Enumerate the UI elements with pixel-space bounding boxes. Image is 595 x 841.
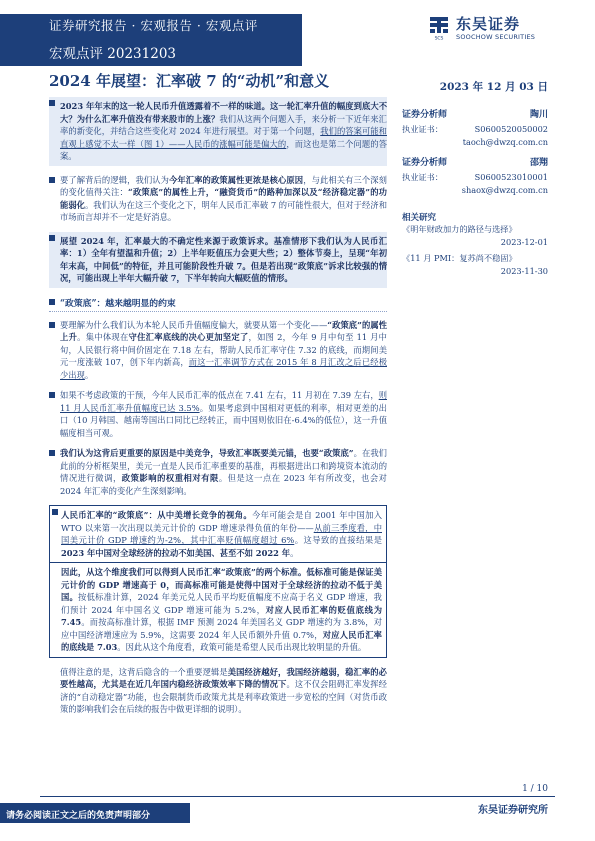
section-heading-text: “政策底”：越来越明显的约束 [60, 298, 176, 309]
paragraph-logic [49, 174, 387, 224]
text: 如果不考虑政策的干预，今年人民币汇率的低点在 7.41 左右，11 月初在 7.39 左右， [60, 390, 379, 400]
text: 。集中体现在 [77, 332, 129, 342]
footer-disclaimer: 请务必阅读正文之后的免责声明部分 [0, 803, 190, 823]
text: 按低标准计算，2024 年美元兑人民币平均贬值幅度不应高于名义 GDP 增速，我们预计 2024 年中国名义 GDP 增速可能为 5.2%， [61, 592, 382, 615]
analyst-role: 证券分析师 [402, 110, 448, 120]
paragraph-intro [49, 97, 387, 166]
analyst-email[interactable]: shaox@dwzq.com.cn [461, 185, 548, 195]
section-heading [49, 296, 387, 312]
analyst-role: 证券分析师 [402, 158, 448, 168]
text-bold: 人民币汇率的“政策底”：从中美增长竞争的视角。 [61, 510, 252, 520]
logo-subtitle: SOOCHOW SECURITIES [456, 33, 536, 41]
text-bold: “政策底”的属性上升，“融资货币”的路种加深以及“经济稳定器”的功能弱化 [60, 187, 387, 210]
logo-mark-icon [428, 16, 450, 40]
svg-text:SCS: SCS [434, 36, 444, 40]
text: 。 [290, 547, 299, 558]
text-bold: 政策影响的权重相对有限 [121, 473, 219, 483]
text-bold: “政策底”的属性上升 [60, 319, 388, 342]
main-column [49, 97, 387, 724]
text: ，而这也是第二个问题的答案。 [60, 138, 387, 161]
analyst-2-title [402, 155, 548, 168]
analyst-1-email-row [402, 136, 548, 149]
text-underlined: 则 11 月人民币汇率升值幅度已达 3.5% [60, 390, 387, 413]
paragraph-growth-view [49, 505, 387, 563]
analyst-1-title [402, 107, 548, 120]
bullet-square-icon [49, 322, 55, 328]
bullet-square-icon [49, 450, 55, 456]
report-id: 宏观点评 20231203 [49, 46, 177, 62]
text-underlined: 从前三季度看，中国美元计价 GDP 增速约为-2%，其中汇率贬值幅度超过 6% [61, 522, 382, 545]
analyst-name: 邵翔 [529, 158, 548, 168]
bullet-square-icon [49, 392, 55, 398]
cert-number: S0600523010001 [474, 172, 548, 182]
page-number: 1 / 10 [522, 784, 548, 794]
bullet-square-icon [49, 235, 55, 241]
text-bold: 我们认为这背后更重要的原因是中美竞争，导致汇率既要美元锚，也要“政策底” [60, 448, 354, 458]
text-bold: 2023 年中国对全球经济的拉动不如美国、甚至不如 2022 年 [61, 547, 291, 558]
analyst-1-cert [402, 123, 548, 136]
bullet-square-icon [52, 509, 58, 515]
related-item-title[interactable]: 《11 月 PMI：复苏尚不稳固》 [402, 253, 517, 263]
text: 。但是这一点在 2023 年有所改变，也会对 2024 年汇率的变化产生深刻影响。 [60, 473, 387, 496]
paragraph-appreciation [49, 389, 387, 439]
footer-divider [40, 796, 555, 797]
text: 。这不仅会阻碍汇率发挥经济的“自动稳定器”功能，也会限制货币政策尤其是利率政策进一步宽松的空间（对货币政策的影响我们会在后续的报告中做更详细的说明）。 [60, 679, 387, 714]
text: 要了解背后的逻辑，我们认为 [60, 174, 170, 185]
cert-number: S0600520050002 [474, 124, 548, 134]
paragraph-policy-floor [49, 319, 387, 382]
text: 。如果考虑到中国相对更低的利率，相对更差的出口（10 月韩国、越南等国出口同比已经转正，而中国则依旧在-6.4%的低位），这一升值幅度相当可观。 [60, 402, 387, 438]
text: 。在我们此前的分析框架里，美元一直是人民币汇率重要的基准，再根据进出口和跨境资本流动的情况进行微调， [60, 448, 387, 483]
text-bold: 对应人民币汇率的贬值底线为 7.45 [61, 604, 382, 627]
bullet-square-icon [49, 299, 55, 305]
report-date: 2023 年 12 月 03 日 [439, 81, 548, 93]
text: ，如图 2，今年 9 月中旬至 11 月中旬，人民银行将中间价固定在 7.18 左右，帮助人民币汇率守住 7.32 的底线，而期间美元一度涨破 107，创下年内新高， [60, 332, 387, 367]
cert-label: 执业证书： [402, 172, 443, 182]
text-bold: 2023 年年末的这一轮人民币升值透露着不一样的味道。这一轮汇率升值的幅度到底大不大？为什么汇率升值没有带来股市的上涨？ [60, 101, 387, 124]
analyst-2-cert [402, 171, 548, 184]
related-item-title[interactable]: 《明年财政加力的路径与选择》 [402, 224, 517, 234]
page-title: 2024 年展望：汇率破 7 的“动机”和意义 [49, 72, 330, 90]
paragraph-outlook [49, 232, 387, 288]
text-underlined: 我们的答案可能和直观上感觉不太一样（图 1）——人民币的涨幅可能是偏大的 [60, 126, 387, 149]
paragraph-us-china [49, 447, 387, 497]
bullet-square-icon [49, 100, 55, 106]
text: 。而按高标准计算，根据 IMF 预测 2024 年美国名义 GDP 增速约为 3.8%，对应中国经济增速应为 5.9%，这需要 2024 年人民币额外升值 0.7%， [61, 617, 382, 640]
text: 值得注意的是，这背后隐含的一个重要逻辑是 [60, 666, 228, 677]
text-bold: 对应人民币汇率的底线是 7.03 [61, 629, 382, 652]
logo-name: 东吴证券 [456, 15, 521, 33]
paragraph-note [49, 666, 387, 716]
footer-firm: 东吴证券研究所 [478, 805, 548, 816]
text: 。 [84, 369, 94, 380]
text: 我们从这两个问题入手，来分析一下近年来汇率的新变化，并结合这些变化对 2024 年进行展望。对于第一个问题， [60, 113, 387, 136]
text: 。这导致的直接结果是 [294, 535, 382, 545]
text-bold: 守住汇率底线的决心更加坚定了 [128, 332, 249, 342]
analyst-2-email-row [402, 184, 548, 197]
text-bold: 因此，从这个维度我们可以得到人民币汇率“政策底”的两个标准。低标准可能是保证美元计价的 GDP 增速高于 0，而高标准可能是使得中国对于全球经济的拉动不低于美国。 [61, 567, 382, 602]
sidebar [402, 107, 548, 281]
text-underlined: 而这一汇率调节方式在 2015 年 8 月汇改之后已经极少出现 [60, 357, 387, 380]
brand-logo [428, 16, 535, 41]
text: 。我们认为在这三个变化之下，明年人民币汇率破 7 的可能性很大，但对于经济和市场而言却并不一定是好消息。 [60, 199, 387, 222]
text: 今年可能会是自 2001 年中国加入 WTO 以来第一次出现以美元计价的 GDP 增速录得负值的年份—— [61, 510, 382, 533]
bullet-square-icon [49, 177, 55, 183]
related-item-date: 2023-12-01 [500, 237, 548, 247]
text: 要理解为什么我们认为本轮人民币升值幅度偏大，就要从第一个变化—— [60, 319, 328, 330]
cert-label: 执业证书： [402, 124, 443, 134]
text-bold: 展望 2024 年，汇率最大的不确定性来源于政策诉求。基准情形下我们认为人民币汇率：1）全年有望温和升值；2）上半年贬值压力会更大些；2）整体节奏上，呈现“年初年末高，中间低”的特征，并且可能阶段性升破 7。但是若出现“政策底”诉求比较强的情况，可能出现上半年大幅升破 7，下半年转向大幅贬值的情形。 [60, 235, 387, 283]
analyst-email[interactable]: taoch@dwzq.com.cn [462, 137, 548, 147]
text: 。因此从这个角度看，政策可能是希望人民币出现比较明显的升值。 [117, 642, 367, 652]
report-category: 证券研究报告 · 宏观报告 · 宏观点评 [49, 18, 258, 33]
related-research-title: 相关研究 [402, 213, 437, 223]
related-item-date: 2023-11-30 [500, 266, 548, 276]
text-bold: 美国经济越好，我国经济越弱，稳汇率的必要性越高，尤其是在近几年国内稳经济政策效率下降的情况下 [60, 666, 387, 689]
paragraph-standards [49, 562, 387, 658]
text: ，与此相关有三个深刻的变化值得关注： [60, 174, 387, 197]
text-bold: 今年汇率的政策属性更浓是核心原因 [169, 174, 304, 185]
analyst-name: 陶川 [529, 110, 548, 120]
